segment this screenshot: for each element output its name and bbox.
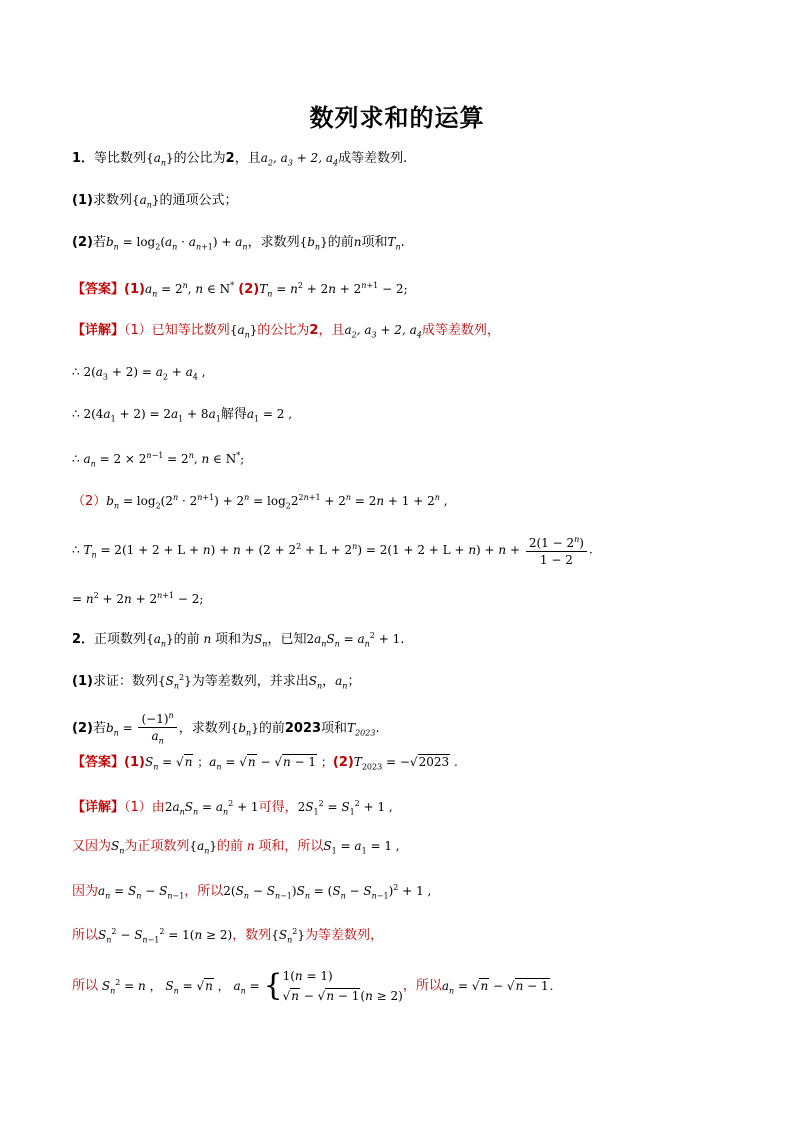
problem-1-part-1: (1)求数列$\{a_n\}$的通项公式； — [72, 193, 238, 210]
problem-1-step-3 — [72, 446, 244, 474]
problem-1-step-4: $(2)b_n = \log_2(2^n \cdot 2^{n+1}) + 2^n = \log_22^{2n+1} + 2^n = 2n + 1 + 2^n$ , — [72, 493, 448, 511]
problem-1-detail-intro: 【详解】（1）已知等比数列$\{a_n\}$的公比为2，且$a_2$, $a_3 + 2$, $a_4$成等差数列， — [72, 323, 500, 340]
math: ∴ $2(a_3 + 2) = a_2 + a_4$ , — [72, 365, 206, 382]
math: $b_n = \log_2(2^n \cdot 2^{n+1}) + 2^n = \log_22^{2n+1} + 2^n = 2n + 1 + 2^n$ , — [106, 493, 448, 511]
math: $\{a_n\}$ — [189, 839, 218, 856]
math: $\{S_n^2\}$ — [157, 673, 192, 691]
piecewise: 1(n = 1) √n − √n − 1(n ≥ 2) — [282, 969, 403, 1003]
problem-2-step-4: 所以 $S_n^2 = n$ ， $S_n = √n$ ， $a_n$ = { 1(n = 1) √n − √n − 1(n ≥ 2) ，所以$a_n = √n - √n - 1$. — [72, 966, 553, 1006]
problem-1-step-2: ∴ $2(4a_1 + 2) = 2a_1 + 8a_1$解得$a_1 = 2$ , — [72, 407, 293, 424]
problem-2-detail-intro: 【详解】（1）由$2a_nS_n = a_n^2 + 1$可得，$2S_1^2 = S_1^2 + 1$ , — [72, 799, 393, 817]
math: $T_n = n^2 + 2n + 2^{n+1} - 2$; — [259, 281, 408, 299]
problem-1-step-6 — [72, 586, 203, 610]
math: $b_n = \log_2(a_n \cdot a_{n+1}) + a_n$ — [105, 235, 248, 252]
fraction: $\frac{2(1 - 2^n)}{1 - 2}$ — [526, 532, 587, 568]
math: = $n^2 + 2n + 2^{n+1} - 2$; — [72, 591, 204, 606]
problem-1-step-1 — [72, 362, 206, 387]
math: $\{b_n\}$ — [230, 721, 259, 738]
math: $\{a_n\}$ — [146, 151, 174, 168]
math: ∴ $T_n = 2(1 + 2 + L + n) + n + (2 + 2^2 + L + 2^n) = 2(1 + 2 + L + n) + n$ + — [72, 541, 524, 559]
math: $S_n^2 = n$ ， $S_n = √n$ ， $a_n$ = — [101, 977, 264, 995]
math: $a_2$, $a_3 + 2$, $a_4$ — [260, 151, 339, 168]
math: $\{b_n\}$ — [299, 235, 328, 252]
math: $a_n = 2^n$, n ∈ N* — [144, 281, 235, 299]
math: $S_n = √n$ ；$a_n = √n - √n - 1$ ； — [144, 755, 333, 772]
math: $a_1 = 2$ , — [246, 407, 293, 424]
math: ∴ $2(4a_1 + 2) = 2a_1 + 8a_1$ — [72, 407, 221, 424]
math: $a_n = √n - √n - 1$. — [441, 978, 554, 995]
problem-1-answer: 【答案】$(1)a_n = 2^n$, n ∈ N* $(2)T_n = n^2 + 2n + 2^{n+1} - 2$; — [72, 281, 408, 299]
math: $\{S_n^2\}$ — [271, 927, 305, 945]
problem-1-step-5: ∴ $T_n = 2(1 + 2 + L + n) + n + (2 + 2^2 + L + 2^n) = 2(1 + 2 + L + n) + n$ + $\frac{2(1 - 2^n)}{1 - 2}$ . — [72, 532, 593, 568]
math: $\{a_n\}$ — [131, 193, 160, 210]
math: $2S_1^2 = S_1^2 + 1$ , — [297, 799, 393, 817]
problem-2-answer: 【答案】$(1)S_n = √n$ ；$a_n = √n - √n - 1$ ；$(2)T_{2023} = -√2023$ . — [72, 755, 458, 772]
math: $\{a_n\}$ — [229, 323, 258, 340]
math: $a_2$, $a_3 + 2$, $a_4$ — [344, 323, 422, 340]
math: $T_{2023} = -√2023$ . — [353, 755, 458, 772]
math: $S_1 = a_1 = 1$ , — [323, 839, 400, 856]
math: $2a_nS_n = a_n^2 + 1$ — [306, 631, 401, 649]
math: $2a_nS_n = a_n^2 + 1$ — [164, 799, 259, 817]
math: $\{a_n\}$ — [146, 632, 174, 649]
math: ∴ $a_n = 2 \times 2^{n-1} = 2^n$, n ∈ N*; — [72, 451, 245, 469]
problem-2-step-1: 又因为$S_n$为正项数列$\{a_n\}$的前 n 项和，所以$S_1 = a_1 = 1$ , — [72, 839, 400, 856]
problem-1-statement: 1．等比数列$\{a_n\}$的公比为2，且$a_2$, $a_3 + 2$, $a_4$成等差数列. — [72, 151, 408, 168]
math: $b_n$ = — [105, 721, 137, 738]
problem-2-step-3: 所以$S_n^2 - S_{n-1}^2 = 1(n \ge 2)$，数列$\{S_n^2\}$为等差数列， — [72, 927, 383, 945]
problem-2-part-1: (1)求证：数列$\{S_n^2\}$为等差数列，并求出$S_n$，$a_n$； — [72, 673, 361, 691]
page-title: 数列求和的运算 — [309, 104, 485, 132]
problem-2-step-2: 因为$a_n = S_n - S_{n-1}$，所以$2(S_n - S_{n-1})S_n = (S_n - S_{n-1})^2 + 1$ , — [72, 883, 432, 901]
math: $2(S_n - S_{n-1})S_n = (S_n - S_{n-1})^2 + 1$ , — [223, 883, 432, 901]
problem-2-part-2: (2)若$b_n$ = $\frac{(-1)^n}{a_n}$ ，求数列$\{b_n\}$的前2023项和$T_{2023}$. — [72, 708, 380, 749]
problem-1-part-2: (2)若$b_n = \log_2(a_n \cdot a_{n+1}) + a_n$，求数列$\{b_n\}$的前n项和$T_n$. — [72, 235, 405, 252]
math: $S_n^2 - S_{n-1}^2 = 1(n \ge 2)$ — [98, 927, 233, 945]
fraction: $\frac{(-1)^n}{a_n}$ — [138, 708, 176, 749]
math: $a_n = S_n - S_{n-1}$ — [98, 884, 185, 901]
problem-2-statement: 2．正项数列$\{a_n\}$的前 n 项和为$S_n$，已知$2a_nS_n = a_n^2 + 1$. — [72, 631, 405, 649]
